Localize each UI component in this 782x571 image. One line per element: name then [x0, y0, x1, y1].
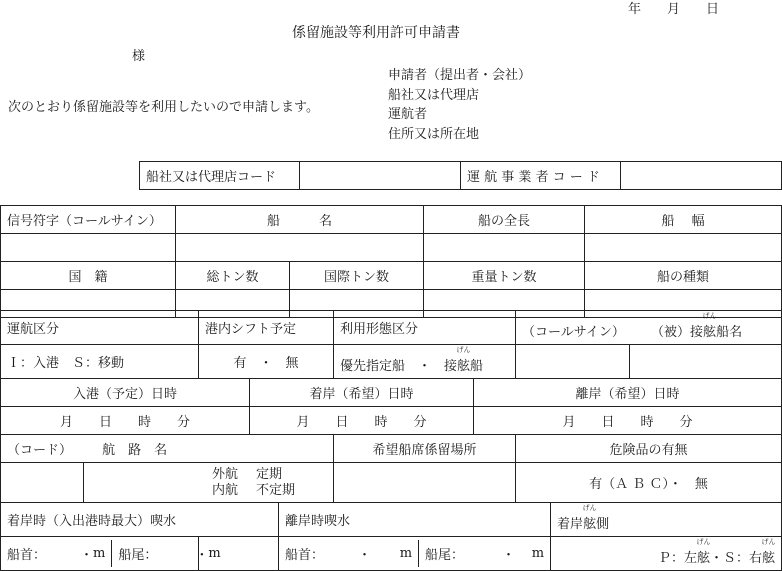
draft-berthing-values[interactable]: [1, 537, 221, 571]
ruby: げん: [696, 538, 711, 546]
route-label: 航 路 名: [102, 443, 168, 458]
route-code-field[interactable]: [1, 463, 84, 503]
arrival-label: 入港（予定）日時: [1, 379, 250, 407]
kanji: 舷: [583, 517, 597, 532]
side-kanji: [582, 504, 597, 532]
width-field[interactable]: [585, 234, 782, 262]
kanji: 舷: [457, 359, 471, 374]
departure-label: 離岸（希望）日時: [474, 379, 782, 407]
agent-code-label: 船社又は代理店コード: [140, 162, 300, 190]
stern-draft-berthing[interactable]: [112, 540, 226, 567]
ruby: げん: [702, 312, 717, 320]
side-kanji: [696, 538, 711, 566]
stern-label: 船尾：: [118, 548, 158, 563]
ship-name-field[interactable]: [176, 234, 424, 262]
length-field[interactable]: [424, 234, 585, 262]
unit: m: [208, 546, 221, 561]
draft-berthing-label: 着岸時（入出港時最大）喫水: [1, 503, 279, 537]
callsign-field[interactable]: [1, 234, 176, 262]
usage-label: 利用形態区分: [334, 311, 516, 345]
callsign-header: 信号符字（コールサイン）: [1, 206, 176, 234]
side-text: 側: [596, 517, 610, 532]
departure-datetime[interactable]: 月 日 時 分: [474, 407, 782, 435]
callsign-note: （コールサイン）: [522, 325, 625, 340]
kanji: 舷: [762, 551, 776, 566]
irregular-label: 不定期: [256, 482, 296, 498]
berth-location-label: 希望船席係留場所: [334, 435, 516, 463]
usage-kanji: [456, 346, 471, 374]
gross-tonnage-header: 総トン数: [176, 262, 290, 290]
vessel-table: [0, 205, 782, 318]
berthing-side-label: [551, 503, 782, 537]
ship-type-header: 船の種類: [585, 262, 782, 290]
applicant-block: [388, 66, 531, 144]
route-type[interactable]: [84, 463, 334, 503]
code-table: [139, 161, 782, 190]
applicant-line: 申請者（提出者・会社）: [388, 68, 532, 83]
arrival-datetime[interactable]: 月 日 時 分: [1, 407, 250, 435]
draft-departure-label: 離岸時喫水: [279, 503, 551, 537]
width-header: 船 幅: [585, 206, 782, 234]
applicant-line: 船社又は代理店: [388, 87, 480, 103]
ruby: げん: [582, 504, 597, 512]
bow-label: 船首：: [285, 548, 325, 563]
starboard-side: ・Ｓ：右: [710, 551, 763, 566]
unit: m: [399, 546, 413, 561]
date-line: 年 月 日: [628, 2, 720, 17]
domestic-label: 内航: [212, 482, 239, 498]
nav-class-label: 運航区分: [1, 311, 199, 345]
applicant-line: 住所又は所在地: [388, 126, 480, 142]
bow-draft-berthing[interactable]: [1, 540, 112, 567]
route-header: [1, 435, 334, 463]
usage-text: 優先指定船 ・ 接: [340, 359, 458, 374]
intl-tonnage-header: 国際トン数: [290, 262, 424, 290]
nav-class-values[interactable]: Ｉ：入港 Ｓ：移動: [1, 345, 199, 379]
ruby: げん: [456, 346, 471, 354]
applicant-line: 運航者: [388, 107, 428, 122]
towed-ship-label: [516, 311, 782, 345]
decimal-dot: ・: [358, 548, 372, 563]
decimal-dot: ・: [80, 548, 94, 563]
towed-text: 船名: [716, 325, 743, 340]
kanji: 舷: [703, 325, 717, 340]
length-header: 船の全長: [424, 206, 585, 234]
operator-code-label: 運 航 事 業 者 コ ー ド: [461, 162, 621, 190]
unit: m: [93, 546, 106, 561]
foreign-label: 外航: [212, 466, 239, 482]
addressee: 様: [132, 49, 146, 64]
stern-label: 船尾：: [425, 548, 465, 563]
side-text: 着岸: [557, 517, 584, 532]
form-title: 係留施設等利用許可申請書: [292, 25, 460, 41]
berthing-label: 着岸（希望）日時: [250, 379, 474, 407]
bow-draft-departure[interactable]: [279, 540, 419, 567]
berth-location-field[interactable]: [334, 463, 516, 503]
hazard-values[interactable]: 有（Ａ Ｂ Ｃ）・ 無: [516, 463, 782, 503]
deadweight-header: 重量トン数: [424, 262, 585, 290]
usage-values[interactable]: [334, 345, 516, 379]
decimal-dot: ・: [195, 548, 209, 563]
towed-name-field[interactable]: [630, 345, 782, 379]
operations-table: [0, 310, 782, 571]
nationality-header: 国 籍: [1, 262, 176, 290]
decimal-dot: ・: [502, 548, 516, 563]
unit: m: [531, 546, 545, 561]
towed-text: （被）接: [651, 325, 704, 340]
statement: 次のとおり係留施設等を利用したいので申請します。: [8, 100, 319, 115]
berthing-datetime[interactable]: 月 日 時 分: [250, 407, 474, 435]
bow-label: 船首：: [7, 548, 47, 563]
agent-code-field[interactable]: [300, 162, 461, 190]
towed-kanji: [702, 312, 717, 340]
code-label: （コード）: [7, 443, 73, 458]
shift-label: 港内シフト予定: [199, 311, 334, 345]
berthing-side-values[interactable]: [551, 537, 782, 571]
port-side: Ｐ：左: [658, 551, 698, 566]
kanji: 舷: [697, 551, 711, 566]
regular-label: 定期: [256, 466, 283, 482]
usage-text: 船: [470, 359, 484, 374]
hazard-label: 危険品の有無: [516, 435, 782, 463]
ship-name-header: 船 名: [176, 206, 424, 234]
side-kanji: [761, 538, 776, 566]
callsign-field[interactable]: [516, 345, 630, 379]
ruby: げん: [761, 538, 776, 546]
operator-code-field[interactable]: [621, 162, 782, 190]
stern-draft-departure[interactable]: [419, 540, 550, 567]
shift-values[interactable]: 有 ・ 無: [199, 345, 334, 379]
draft-departure-values[interactable]: [279, 537, 551, 571]
